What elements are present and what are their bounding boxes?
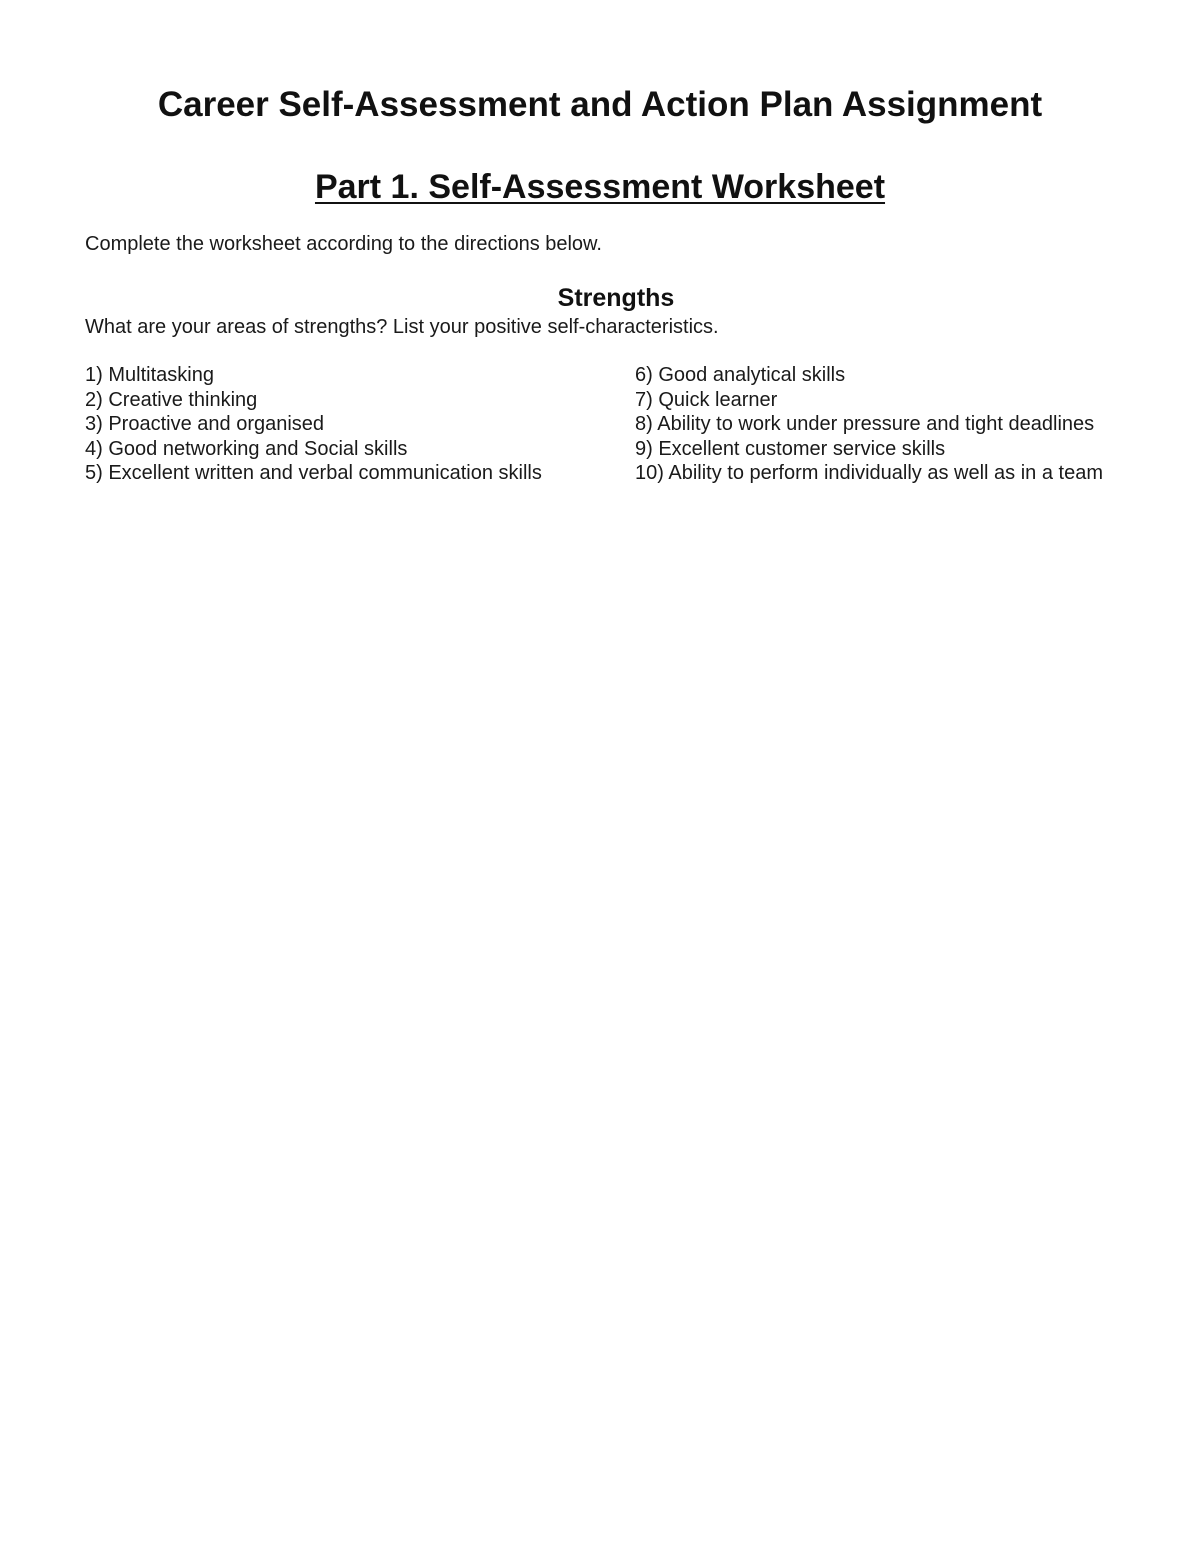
instructions-text: Complete the worksheet according to the directions below. <box>85 233 602 255</box>
list-item: 1) Multitasking <box>85 364 214 386</box>
list-item: 6) Good analytical skills <box>635 364 846 386</box>
strengths-list-left <box>85 363 545 486</box>
list-item: 8) Ability to work under pressure and tight deadlines <box>635 413 1095 436</box>
list-item: 4) Good networking and Social skills <box>85 437 408 460</box>
strengths-prompt: What are your areas of strengths? List your positive self-characteristics. <box>85 316 719 338</box>
list-item: 7) Quick learner <box>635 388 778 411</box>
document-title: Career Self-Assessment and Action Plan Assignment <box>157 85 1043 124</box>
part-title: Part 1. Self-Assessment Worksheet <box>314 168 886 206</box>
list-item: 2) Creative thinking <box>85 388 258 411</box>
strengths-heading: Strengths <box>557 284 675 312</box>
list-item: 9) Excellent customer service skills <box>635 437 946 460</box>
list-item: 10) Ability to perform individually as well as in a team <box>635 462 1103 485</box>
list-item: 5) Excellent written and verbal communication skills <box>85 462 542 485</box>
list-item: 3) Proactive and organised <box>85 413 325 436</box>
strengths-list-right <box>635 363 1105 486</box>
